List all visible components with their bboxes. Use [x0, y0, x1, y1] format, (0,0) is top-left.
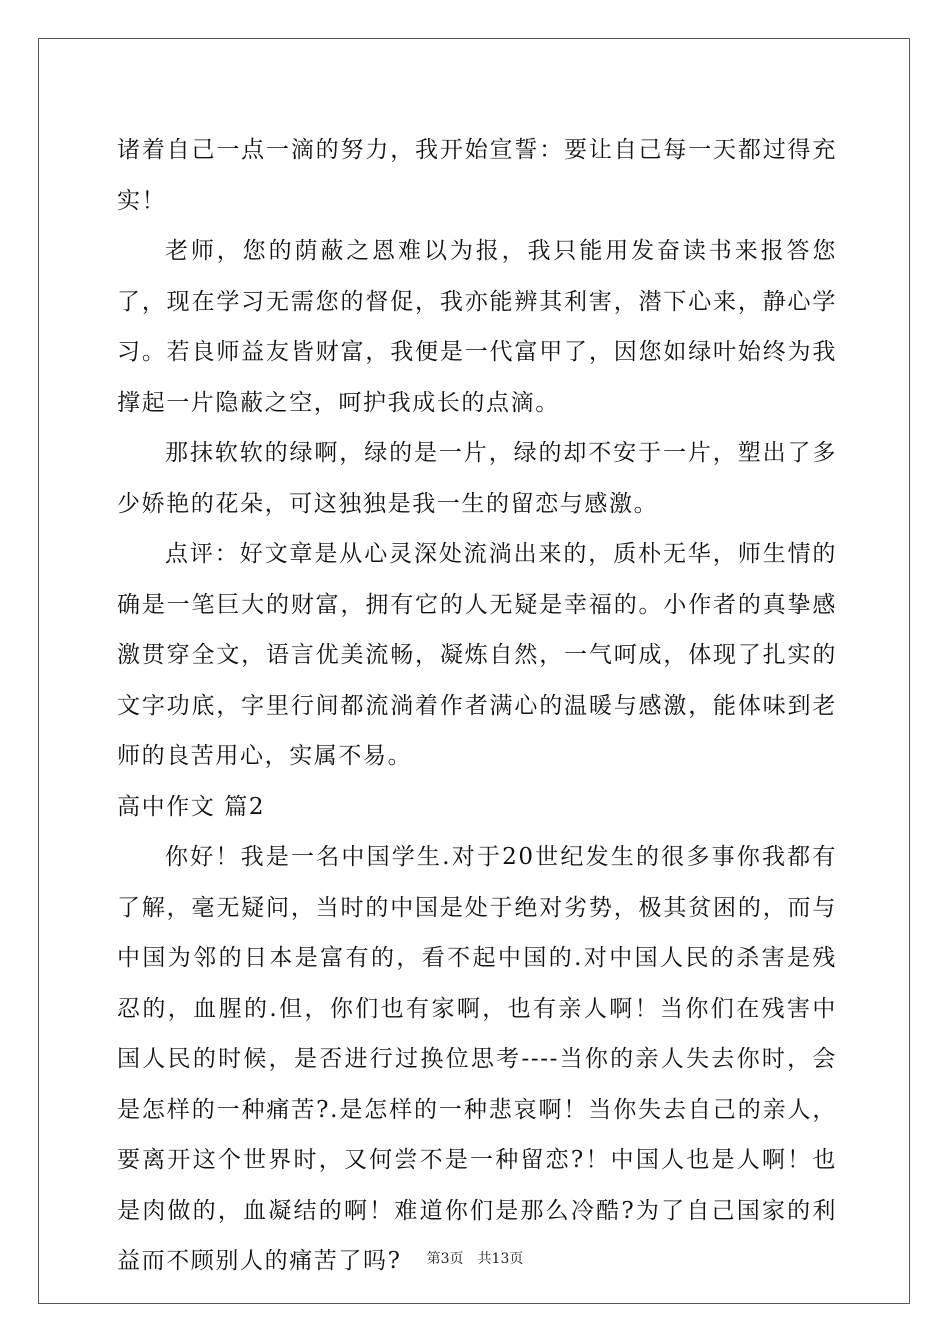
paragraph-section-2: 你好！我是一名中国学生.对于20世纪发生的很多事你我都有了解，毫无疑问，当时的中国是处于绝对劣势，极其贫困的，而与中国为邻的日本是富有的，看不起中国的.对中国人民的杀害是残忍的，血腥的.但，你们也有家啊，也有亲人啊！当你们在残害中国人民的时候，是否进行过换位思考----当你的亲人失去你时，会是怎样的一种痛苦?.是怎样的一种悲哀啊！当你失去自己的亲人，要离开这个世界时，又何尝不是一种留恋?！中国人也是人啊！也是肉做的，血凝结的啊！难道你们是那么冷酷?为了自己国家的利益而不顾别人的痛苦了吗?	[117, 844, 837, 1274]
page-number: 第3页	[426, 1251, 464, 1267]
page-footer	[0, 1249, 950, 1269]
document-body	[117, 125, 837, 1287]
paragraph-continuation: 诸着自己一点一滴的努力，我开始宣誓：要让自己每一天都过得充实！	[117, 137, 837, 214]
page-total: 共13页	[477, 1251, 524, 1267]
paragraph-commentary: 点评：好文章是从心灵深处流淌出来的，质朴无华，师生情的确是一笔巨大的财富，拥有它的人无疑是幸福的。小作者的真挚感激贯穿全文，语言优美流畅，凝炼自然，一气呵成，体现了扎实的文字功底，字里行间都流淌着作者满心的温暖与感激，能体味到老师的良苦用心，实属不易。	[117, 541, 837, 769]
paragraph-teacher-gratitude: 老师，您的荫蔽之恩难以为报，我只能用发奋读书来报答您了，现在学习无需您的督促，我亦能辨其利害，潜下心来，静心学习。若良师益友皆财富，我便是一代富甲了，因您如绿叶始终为我撑起一片隐蔽之空，呵护我成长的点滴。	[117, 238, 837, 416]
section-heading: 高中作文 篇2	[117, 793, 266, 820]
paragraph-green-leaf: 那抹软软的绿啊，绿的是一片，绿的却不安于一片，塑出了多少娇艳的花朵，可这独独是我一生的留恋与感激。	[117, 440, 837, 517]
